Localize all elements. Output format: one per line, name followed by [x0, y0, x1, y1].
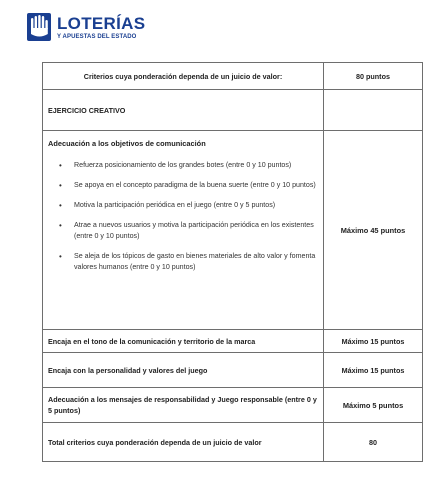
brand-title: LOTERÍAS [57, 13, 146, 33]
row-points: Máximo 15 puntos [324, 353, 423, 388]
table-row [43, 330, 423, 353]
list-item: • Se apoya en el concepto paradigma de la buena suerte (entre 0 y 10 puntos) [48, 180, 318, 191]
total-points: 80 [324, 423, 423, 462]
brand-subtitle: Y APUESTAS DEL ESTADO [57, 33, 137, 40]
list-item: • Atrae a nuevos usuarios y motiva la participación periódica en los existentes (entre 0 y 10 puntos) [48, 220, 318, 242]
adecuacion-cell [43, 131, 324, 330]
section-title: EJERCICIO CREATIVO [43, 90, 324, 131]
adecuacion-title: Adecuación a los objetivos de comunicación [48, 139, 206, 148]
adecuacion-points: Máximo 45 puntos [324, 131, 423, 330]
table-header-row [43, 63, 423, 90]
row-criteria: Encaja en el tono de la comunicación y territorio de la marca [43, 330, 324, 353]
list-item: • Motiva la participación periódica en el juego (entre 0 y 5 puntos) [48, 200, 318, 211]
row-points: Máximo 15 puntos [324, 330, 423, 353]
brand-logo [27, 13, 145, 41]
hand-logo-icon [27, 13, 51, 41]
table-row [43, 388, 423, 423]
total-row [43, 423, 423, 462]
adecuacion-row [43, 131, 423, 330]
row-criteria: Encaja con la personalidad y valores del juego [43, 353, 324, 388]
section-row [43, 90, 423, 131]
table-row [43, 353, 423, 388]
row-points: Máximo 5 puntos [324, 388, 423, 423]
adecuacion-list [48, 160, 318, 273]
header-criteria: Criterios cuya ponderación dependa de un juicio de valor: [43, 63, 324, 90]
list-item: • Refuerza posicionamiento de los grandes botes (entre 0 y 10 puntos) [48, 160, 318, 171]
row-criteria: Adecuación a los mensajes de responsabilidad y Juego responsable (entre 0 y 5 puntos) [43, 388, 324, 423]
total-criteria: Total criterios cuya ponderación dependa de un juicio de valor [43, 423, 324, 462]
header-points: 80 puntos [324, 63, 423, 90]
section-points-cell [324, 90, 423, 131]
criteria-table [42, 62, 423, 462]
list-item: • Se aleja de los tópicos de gasto en bienes materiales de alto valor y fomenta valores humanos (entre 0 y 10 puntos) [48, 251, 318, 273]
